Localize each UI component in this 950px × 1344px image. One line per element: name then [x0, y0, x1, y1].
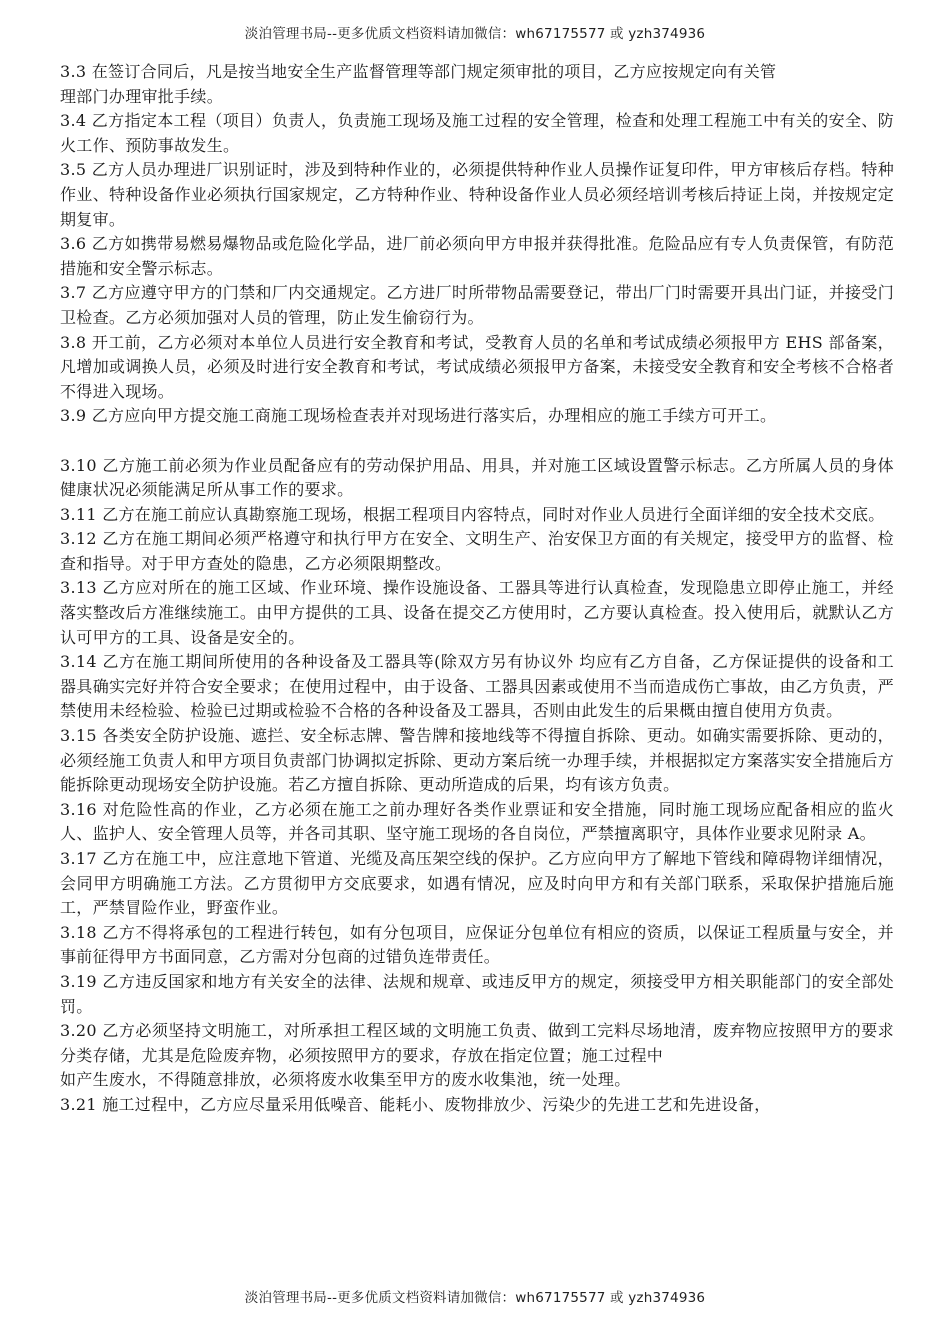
clause-3-12: 3.12 乙方在施工期间必须严格遵守和执行甲方在安全、文明生产、治安保卫方面的有关规定，接受甲方的监督、检查和指导。对于甲方查处的隐患，乙方必须限期整改。	[60, 529, 894, 573]
clause-3-8: 3.8 开工前，乙方必须对本单位人员进行安全教育和考试，受教育人员的名单和考试成绩必须报甲方 EHS 部备案，凡增加或调换人员，必须及时进行安全教育和考试，考试成绩必须报甲方备案，未接受安全教育和安全考核不合格者不得进入现场。	[60, 332, 894, 401]
clause-3-7: 3.7 乙方应遵守甲方的门禁和厂内交通规定。乙方进厂时所带物品需要登记，带出厂门时需要开具出门证，并接受门卫检查。乙方必须加强对人员的管理，防止发生偷窃行为。	[60, 283, 894, 327]
clause-3-9: 3.9 乙方应向甲方提交施工商施工现场检查表并对现场进行落实后，办理相应的施工手续方可开工。	[60, 406, 777, 426]
clause-3-10: 3.10 乙方施工前必须为作业员配备应有的劳动保护用品、用具，并对施工区域设置警示标志。乙方所属人员的身体健康状况必须能满足所从事工作的要求。	[60, 455, 894, 500]
clause-3-4: 3.4 乙方指定本工程（项目）负责人，负责施工现场及施工过程的安全管理，检查和处理工程施工中有关的安全、防火工作、预防事故发生。	[60, 111, 894, 155]
clause-3-20: 3.20 乙方必须坚持文明施工，对所承担工程区域的文明施工负责、做到工完料尽场地清，废弃物应按照甲方的要求分类存储，尤其是危险废弃物，必须按照甲方的要求，存放在指定位置；施工过程中 如产生废水，不得随意排放，必须将废水收集至甲方的废水收集池，统一处理。	[60, 1021, 894, 1090]
clause-3-16: 3.16 对危险性高的作业，乙方必须在施工之前办理好各类作业票证和安全措施，同时施工现场应配备相应的监火人、监护人、安全管理人员等，并各司其职、坚守施工现场的各自岗位，严禁擅离职守，具体作业要求见附录 A。	[60, 799, 894, 844]
clause-3-14: 3.14 乙方在施工期间所使用的各种设备及工器具等(除双方另有协议外 均应有乙方自备，乙方保证提供的设备和工器具确实完好并符合安全要求；在使用过程中，由于设备、工器具因素或使用不当而造成伤亡事故，由乙方负责，严禁使用未经检验、检验已过期或检验不合格的各种设备及工器具，否则由此发生的后果概由擅自使用方负责。	[60, 652, 894, 721]
clause-3-17: 3.17 乙方在施工中，应注意地下管道、光缆及高压架空线的保护。乙方应向甲方了解地下管线和障碍物详细情况，会同甲方明确施工方法。乙方贯彻甲方交底要求，如遇有情况，应及时向甲方和有关部门联系，采取保护措施后施工，严禁冒险作业，野蛮作业。	[60, 849, 894, 918]
clause-3-19: 3.19 乙方违反国家和地方有关安全的法律、法规和规章、或违反甲方的规定，须接受甲方相关职能部门的安全部处罚。	[60, 971, 894, 1016]
clause-3-15: 3.15 各类安全防护设施、遮拦、安全标志牌、警告牌和接地线等不得擅自拆除、更动。如确实需要拆除、更动的，必须经施工负责人和甲方项目负责部门协调拟定拆除、更动方案后统一办理手续，并根据拟定方案落实安全措施后方能拆除更动现场安全防护设施。若乙方擅自拆除、更动所造成的后果，均有该方负责。	[60, 726, 894, 795]
clause-3-18: 3.18 乙方不得将承包的工程进行转包，如有分包项目，应保证分包单位有相应的资质，以保证工程质量与安全，并事前征得甲方书面同意，乙方需对分包商的过错负连带责任。	[60, 922, 894, 967]
clause-3-6: 3.6 乙方如携带易燃易爆物品或危险化学品，进厂前必须向甲方申报并获得批准。危险品应有专人负责保管，有防范措施和安全警示标志。	[60, 234, 894, 278]
page-footer: 淡泊管理书局--更多优质文档资料请加微信：wh67175577 或 yzh374936	[244, 1290, 706, 1306]
document-body	[60, 60, 894, 1118]
paragraph-gap	[60, 429, 894, 454]
clause-3-13: 3.13 乙方应对所在的施工区域、作业环境、操作设施设备、工器具等进行认真检查，发现隐患立即停止施工，并经落实整改后方准继续施工。由甲方提供的工具、设备在提交乙方使用时，乙方要认真检查。投入使用后，就默认乙方认可甲方的工具、设备是安全的。	[60, 578, 894, 647]
clause-3-21: 3.21 施工过程中，乙方应尽量采用低噪音、能耗小、废物排放少、污染少的先进工艺和先进设备，	[60, 1094, 771, 1114]
page-header: 淡泊管理书局--更多优质文档资料请加微信：wh67175577 或 yzh374936	[244, 26, 706, 42]
clause-3-3: 3.3 在签订合同后，凡是按当地安全生产监督管理等部门规定须审批的项目，乙方应按规定向有关管 理部门办理审批手续。	[60, 62, 777, 106]
clause-3-11: 3.11 乙方在施工前应认真勘察施工现场，根据工程项目内容特点，同时对作业人员进行全面详细的安全技术交底。	[60, 504, 885, 524]
clause-3-5: 3.5 乙方人员办理进厂识别证时，涉及到特种作业的，必须提供特种作业人员操作证复印件，甲方审核后存档。特种作业、特种设备作业必须执行国家规定，乙方特种作业、特种设备作业人员必须经培训考核后持证上岗，并按规定定期复审。	[60, 160, 894, 229]
